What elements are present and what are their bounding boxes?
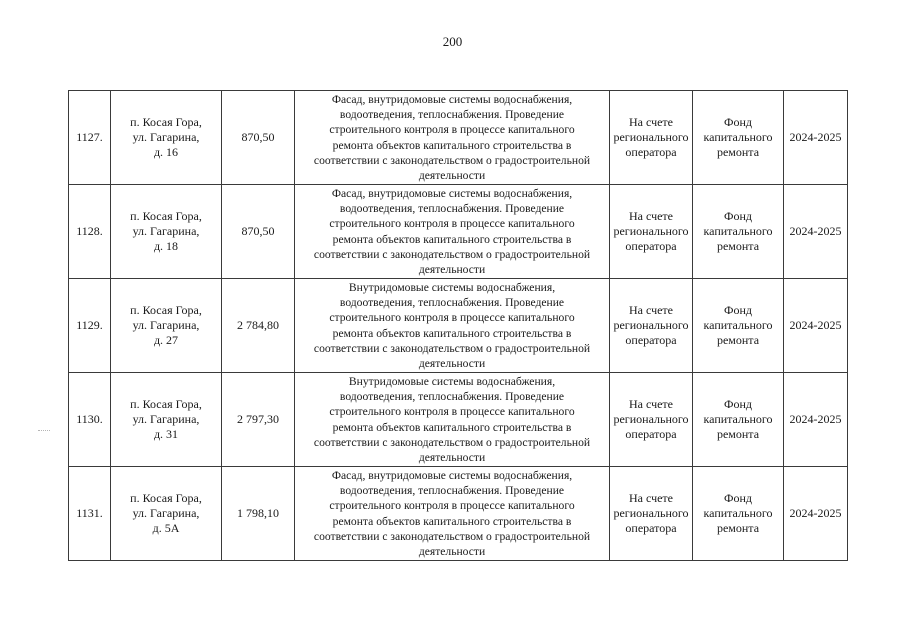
area-cell: 2 784,80 xyxy=(222,279,295,373)
works-line: соответствии с законодательством о градостроительной xyxy=(313,341,591,355)
funding-method-cell xyxy=(610,279,693,373)
address-line: ул. Гагарина, xyxy=(132,505,200,520)
table-row xyxy=(69,91,848,185)
table-row xyxy=(69,185,848,279)
funding-source-line: капитального xyxy=(703,317,773,332)
works-line: ремонта объектов капитального строительства в xyxy=(332,326,572,340)
funding-method-line: На счете xyxy=(628,396,673,411)
funding-method-line: оператора xyxy=(625,145,677,160)
funding-source-cell xyxy=(693,467,784,561)
funding-method-line: регионального xyxy=(613,505,689,520)
works-line: соответствии с законодательством о градостроительной xyxy=(313,247,591,261)
works-line: Фасад, внутридомовые системы водоснабжения, xyxy=(331,92,573,106)
repair-registry-table xyxy=(68,90,848,561)
works-line: строительного контроля в процессе капитального xyxy=(329,123,575,137)
works-line: соответствии с законодательством о градостроительной xyxy=(313,153,591,167)
address-line: д. 27 xyxy=(153,333,179,348)
works-line: Фасад, внутридомовые системы водоснабжения, xyxy=(331,186,573,200)
funding-method-line: регионального xyxy=(613,223,689,238)
works-line: строительного контроля в процессе капитального xyxy=(329,499,575,513)
works-line: соответствии с законодательством о градостроительной xyxy=(313,529,591,543)
address-line: ул. Гагарина, xyxy=(132,317,200,332)
funding-source-line: капитального xyxy=(703,411,773,426)
period-cell: 2024-2025 xyxy=(784,185,848,279)
period-cell: 2024-2025 xyxy=(784,373,848,467)
funding-method-line: оператора xyxy=(625,333,677,348)
funding-method-cell xyxy=(610,467,693,561)
works-line: водоотведения, теплоснабжения. Проведение xyxy=(339,390,565,404)
works-line: деятельности xyxy=(418,356,486,370)
row-number-cell: 1129. xyxy=(69,279,111,373)
address-line: ул. Гагарина, xyxy=(132,223,200,238)
funding-source-line: ремонта xyxy=(716,333,760,348)
works-cell xyxy=(295,91,610,185)
address-cell xyxy=(111,185,222,279)
address-cell xyxy=(111,373,222,467)
table-row xyxy=(69,279,848,373)
works-line: ремонта объектов капитального строительства в xyxy=(332,420,572,434)
address-line: д. 18 xyxy=(153,239,179,254)
address-line: п. Косая Гора, xyxy=(130,302,202,317)
works-line: Внутридомовые системы водоснабжения, xyxy=(348,374,556,388)
address-line: ул. Гагарина, xyxy=(132,411,200,426)
works-line: деятельности xyxy=(418,168,486,182)
funding-source-cell xyxy=(693,185,784,279)
area-cell: 870,50 xyxy=(222,185,295,279)
funding-source-cell xyxy=(693,279,784,373)
area-cell: 1 798,10 xyxy=(222,467,295,561)
funding-source-line: капитального xyxy=(703,129,773,144)
funding-method-line: На счете xyxy=(628,114,673,129)
period-cell: 2024-2025 xyxy=(784,91,848,185)
works-line: деятельности xyxy=(418,262,486,276)
works-line: Фасад, внутридомовые системы водоснабжения, xyxy=(331,468,573,482)
works-line: водоотведения, теплоснабжения. Проведение xyxy=(339,202,565,216)
address-line: ул. Гагарина, xyxy=(132,129,200,144)
funding-method-line: На счете xyxy=(628,208,673,223)
table-body xyxy=(69,91,848,561)
works-line: деятельности xyxy=(418,450,486,464)
page-number: 200 xyxy=(442,34,463,49)
funding-source-line: Фонд xyxy=(723,490,752,505)
works-cell xyxy=(295,373,610,467)
funding-source-line: ремонта xyxy=(716,427,760,442)
works-line: водоотведения, теплоснабжения. Проведение xyxy=(339,484,565,498)
area-cell: 2 797,30 xyxy=(222,373,295,467)
works-line: ремонта объектов капитального строительства в xyxy=(332,514,572,528)
funding-source-line: ремонта xyxy=(716,239,760,254)
works-line: деятельности xyxy=(418,544,486,558)
works-cell xyxy=(295,467,610,561)
funding-source-line: Фонд xyxy=(723,302,752,317)
funding-method-line: регионального xyxy=(613,129,689,144)
table-row xyxy=(69,467,848,561)
funding-source-line: капитального xyxy=(703,223,773,238)
row-number-cell: 1127. xyxy=(69,91,111,185)
funding-method-line: оператора xyxy=(625,427,677,442)
period-cell: 2024-2025 xyxy=(784,279,848,373)
funding-method-line: регионального xyxy=(613,317,689,332)
funding-source-cell xyxy=(693,91,784,185)
funding-source-line: Фонд xyxy=(723,114,752,129)
address-line: д. 5А xyxy=(152,521,180,536)
address-cell xyxy=(111,279,222,373)
address-line: п. Косая Гора, xyxy=(130,114,202,129)
address-cell xyxy=(111,91,222,185)
works-line: ремонта объектов капитального строительства в xyxy=(332,232,572,246)
works-line: водоотведения, теплоснабжения. Проведение xyxy=(339,296,565,310)
address-line: д. 16 xyxy=(153,145,179,160)
address-line: п. Косая Гора, xyxy=(130,208,202,223)
works-line: строительного контроля в процессе капитального xyxy=(329,311,575,325)
funding-method-cell xyxy=(610,185,693,279)
funding-source-cell xyxy=(693,373,784,467)
works-line: водоотведения, теплоснабжения. Проведение xyxy=(339,108,565,122)
funding-source-line: ремонта xyxy=(716,521,760,536)
funding-method-line: На счете xyxy=(628,302,673,317)
row-number-cell: 1130. xyxy=(69,373,111,467)
address-line: д. 31 xyxy=(153,427,179,442)
row-number-cell: 1131. xyxy=(69,467,111,561)
works-cell xyxy=(295,279,610,373)
area-cell: 870,50 xyxy=(222,91,295,185)
funding-method-line: регионального xyxy=(613,411,689,426)
works-line: строительного контроля в процессе капитального xyxy=(329,405,575,419)
funding-source-line: капитального xyxy=(703,505,773,520)
row-number-cell: 1128. xyxy=(69,185,111,279)
margin-mark xyxy=(38,430,50,431)
table-row xyxy=(69,373,848,467)
funding-method-line: На счете xyxy=(628,490,673,505)
works-line: соответствии с законодательством о градостроительной xyxy=(313,435,591,449)
funding-source-line: Фонд xyxy=(723,396,752,411)
funding-method-cell xyxy=(610,373,693,467)
funding-method-cell xyxy=(610,91,693,185)
funding-source-line: Фонд xyxy=(723,208,752,223)
address-line: п. Косая Гора, xyxy=(130,396,202,411)
address-cell xyxy=(111,467,222,561)
works-line: ремонта объектов капитального строительства в xyxy=(332,138,572,152)
address-line: п. Косая Гора, xyxy=(130,490,202,505)
works-cell xyxy=(295,185,610,279)
funding-method-line: оператора xyxy=(625,239,677,254)
works-line: Внутридомовые системы водоснабжения, xyxy=(348,280,556,294)
funding-source-line: ремонта xyxy=(716,145,760,160)
funding-method-line: оператора xyxy=(625,521,677,536)
works-line: строительного контроля в процессе капитального xyxy=(329,217,575,231)
period-cell: 2024-2025 xyxy=(784,467,848,561)
